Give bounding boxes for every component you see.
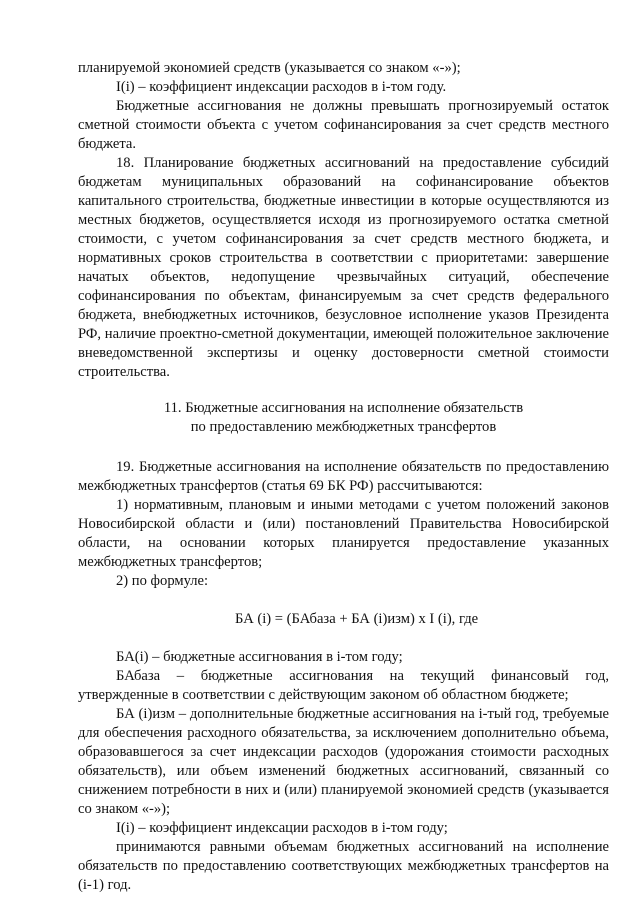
paragraph-continuation: планируемой экономией средств (указывается со знаком «-»); xyxy=(78,60,461,76)
section-heading xyxy=(78,399,609,437)
paragraph-equal-amounts: принимаются равными объемам бюджетных ассигнований на исполнение обязательств по предоставлению соответствующих межбюджетных трансфертов на (i-1) год. xyxy=(78,839,609,893)
definition-ba-change: БА (i)изм – дополнительные бюджетные ассигнования на i-тый год, требуемые для обеспечения расходного обязательства, за исключением дополнительно объема, образовавшегося за счет индексации расходов (удорожания стоимости расходных обязательств), или объем изменений бюджетных ассигнований, связанный со снижением потребности в них и (или) планируемой экономией средств (указывается со знаком «-»); xyxy=(78,706,609,817)
document-page xyxy=(78,59,609,895)
paragraph-19: 19. Бюджетные ассигнования на исполнение обязательств по предоставлению межбюджетных трансфертов (статья 69 БК РФ) рассчитываются: xyxy=(78,459,609,494)
paragraph-limit: Бюджетные ассигнования не должны превышать прогнозируемый остаток сметной стоимости объекта с учетом софинансирования за счет средств местного бюджета. xyxy=(78,98,609,152)
section-heading-line-1: 11. Бюджетные ассигнования на исполнение обязательств xyxy=(163,400,524,416)
paragraph-index-coefficient: I(i) – коэффициент индексации расходов в i-том году. xyxy=(116,79,447,95)
definition-index-coefficient: I(i) – коэффициент индексации расходов в i-том году; xyxy=(116,820,448,836)
paragraph-method-1: 1) нормативным, плановым и иными методами с учетом положений законов Новосибирской области и (или) постановлений Правительства Новосибирской области, на основании которых планируется предоставление указанных межбюджетных трансфертов; xyxy=(78,497,609,570)
definition-ba-i: БА(i) – бюджетные ассигнования в i-том году; xyxy=(116,649,403,665)
section-heading-line-2: по предоставлению межбюджетных трансфертов xyxy=(190,419,497,435)
paragraph-method-2: 2) по формуле: xyxy=(116,573,209,589)
definition-ba-base: БАбаза – бюджетные ассигнования на текущий финансовый год, утвержденные в соответствии с действующим законом об областном бюджете; xyxy=(78,668,609,703)
formula: БА (i) = (БАбаза + БА (i)изм) x I (i), где xyxy=(235,611,479,627)
paragraph-18: 18. Планирование бюджетных ассигнований на предоставление субсидий бюджетам муниципальных образований на софинансирование объектов капитального строительства, бюджетные инвестиции в которые осуществляются из местных бюджетов, осуществляется исходя из прогнозируемого остатка сметной стоимости, с учетом софинансирования за счет средств местного бюджета, и нормативных сроков строительства в соответствии с приоритетами: завершение начатых объектов, недопущение чрезвычайных ситуаций, обеспечение софинансирования по объектам, финансируемым за счет средств федерального бюджета, внебюджетных источников, безусловное исполнение указов Президента РФ, наличие проектно-сметной документации, имеющей положительное заключение вневедомственной экспертизы и оценку достоверности сметной стоимости строительства. xyxy=(78,155,609,380)
